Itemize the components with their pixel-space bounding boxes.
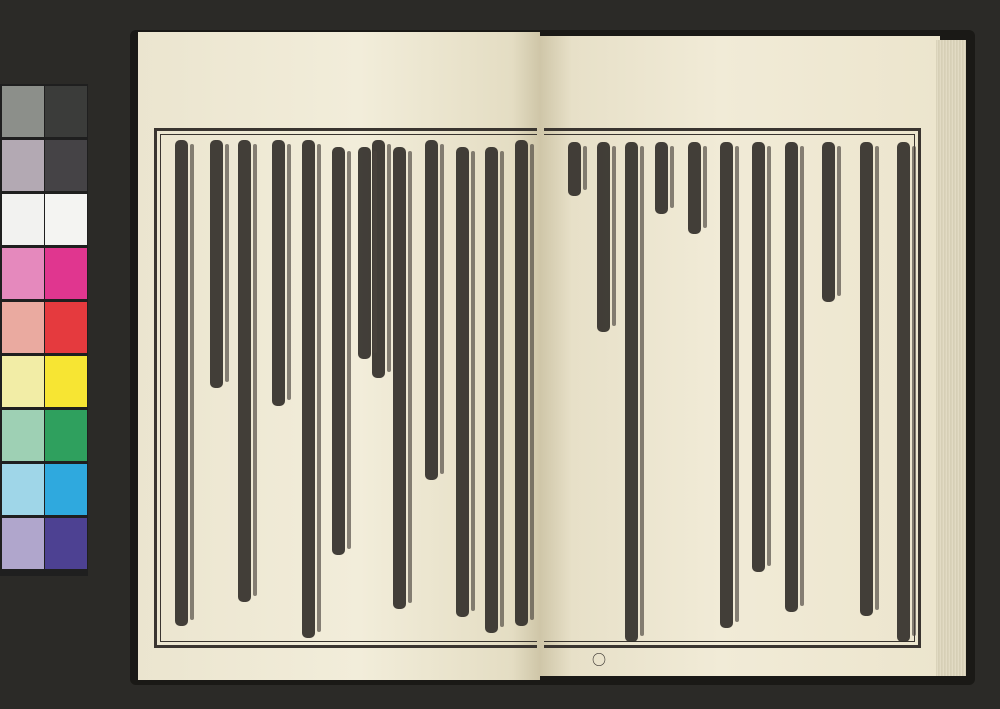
text-column bbox=[210, 140, 223, 388]
text-column bbox=[597, 142, 610, 332]
furigana-column bbox=[530, 144, 534, 620]
furigana-column bbox=[440, 144, 444, 474]
text-column bbox=[302, 140, 315, 638]
color-swatch bbox=[2, 302, 44, 353]
color-swatch bbox=[45, 356, 87, 407]
furigana-column bbox=[253, 144, 257, 596]
text-column bbox=[720, 142, 733, 628]
text-column bbox=[332, 147, 345, 555]
text-column bbox=[785, 142, 798, 612]
text-column bbox=[393, 147, 406, 609]
furigana-column bbox=[800, 146, 804, 606]
text-column bbox=[515, 140, 528, 626]
furigana-column bbox=[225, 144, 229, 382]
folio-mark: 〇 bbox=[592, 653, 606, 669]
text-column bbox=[688, 142, 701, 234]
furigana-column bbox=[190, 144, 194, 620]
page-edges bbox=[936, 40, 966, 676]
furigana-column bbox=[735, 146, 739, 622]
furigana-column bbox=[500, 151, 504, 627]
color-swatch bbox=[2, 86, 44, 137]
color-swatch bbox=[2, 140, 44, 191]
furigana-column bbox=[640, 146, 644, 636]
text-column bbox=[822, 142, 835, 302]
furigana-column bbox=[373, 151, 377, 353]
text-column bbox=[625, 142, 638, 642]
text-column bbox=[175, 140, 188, 626]
text-column bbox=[272, 140, 285, 406]
furigana-column bbox=[837, 146, 841, 296]
furigana-column bbox=[287, 144, 291, 400]
furigana-column bbox=[471, 151, 475, 611]
color-swatch bbox=[2, 518, 44, 569]
color-swatch bbox=[45, 140, 87, 191]
text-column bbox=[485, 147, 498, 633]
text-column bbox=[752, 142, 765, 572]
color-swatch bbox=[2, 194, 44, 245]
furigana-column bbox=[408, 151, 412, 603]
text-column bbox=[568, 142, 581, 196]
furigana-column bbox=[670, 146, 674, 208]
color-swatch bbox=[45, 86, 87, 137]
furigana-column bbox=[317, 144, 321, 632]
furigana-column bbox=[703, 146, 707, 228]
text-column bbox=[655, 142, 668, 214]
furigana-column bbox=[767, 146, 771, 566]
text-column bbox=[860, 142, 873, 616]
color-calibration-chart bbox=[0, 84, 88, 576]
furigana-column bbox=[612, 146, 616, 326]
furigana-column bbox=[387, 144, 391, 372]
color-swatch bbox=[2, 248, 44, 299]
color-swatch bbox=[45, 194, 87, 245]
text-column bbox=[358, 147, 371, 359]
color-swatch bbox=[45, 248, 87, 299]
furigana-column bbox=[912, 146, 916, 636]
color-swatch bbox=[2, 464, 44, 515]
color-swatch bbox=[45, 464, 87, 515]
furigana-column bbox=[875, 146, 879, 610]
text-column bbox=[897, 142, 910, 642]
text-column bbox=[238, 140, 251, 602]
color-swatch bbox=[45, 518, 87, 569]
color-swatch bbox=[2, 356, 44, 407]
color-swatch bbox=[45, 302, 87, 353]
text-column bbox=[456, 147, 469, 617]
furigana-column bbox=[347, 151, 351, 549]
color-swatch bbox=[45, 410, 87, 461]
text-column bbox=[425, 140, 438, 480]
color-swatch bbox=[2, 410, 44, 461]
furigana-column bbox=[583, 146, 587, 190]
